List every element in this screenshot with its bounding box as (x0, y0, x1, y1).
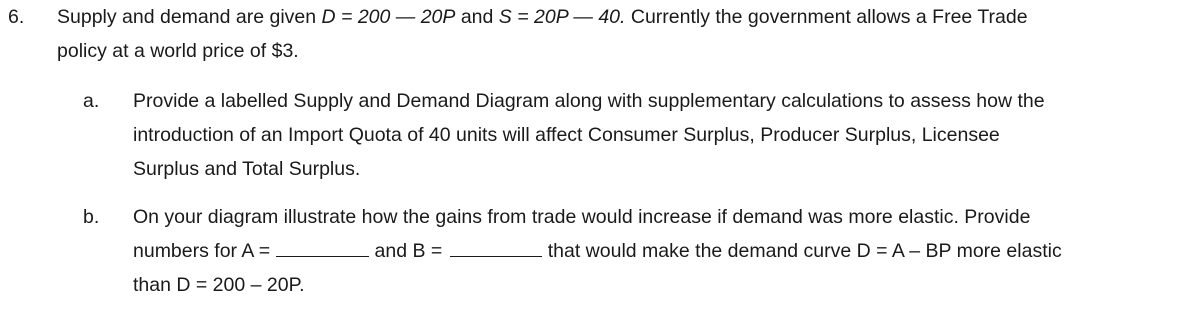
part-b-line-3: than D = 200 – 20P. (133, 274, 305, 296)
part-a-line-3: Surplus and Total Surplus. (133, 158, 361, 180)
stem-and: and (455, 6, 499, 28)
question-number: 6. (8, 6, 25, 28)
question-stem-line-1 (57, 6, 1028, 29)
demand-equation: D = 200 — 20P (321, 6, 456, 28)
part-b-letter: b. (83, 206, 100, 228)
blank-b-field[interactable] (450, 240, 542, 257)
supply-equation: S = 20P — 40. (498, 6, 626, 28)
part-a-line-2: introduction of an Import Quota of 40 units will affect Consumer Surplus, Producer Surplus, Licensee (133, 124, 1000, 146)
stem-text: Supply and demand are given (57, 6, 322, 28)
stem-tail: Currently the government allows a Free Trade (625, 6, 1028, 28)
blank-a-field[interactable] (276, 240, 369, 257)
part-a-line-1: Provide a labelled Supply and Demand Diagram along with supplementary calculations to assess how the (133, 90, 1045, 112)
line-tail: that would make the demand curve D = A – BP more elastic (547, 240, 1062, 262)
part-b-line-1: On your diagram illustrate how the gains from trade would increase if demand was more elastic. Provide (133, 206, 1031, 228)
and-b-label: and B = (374, 240, 448, 262)
part-b-line-2 (133, 240, 1062, 263)
part-a-letter: a. (83, 90, 100, 112)
question-stem-line-2: policy at a world price of $3. (57, 40, 299, 62)
a-label: numbers for A = (133, 240, 276, 262)
